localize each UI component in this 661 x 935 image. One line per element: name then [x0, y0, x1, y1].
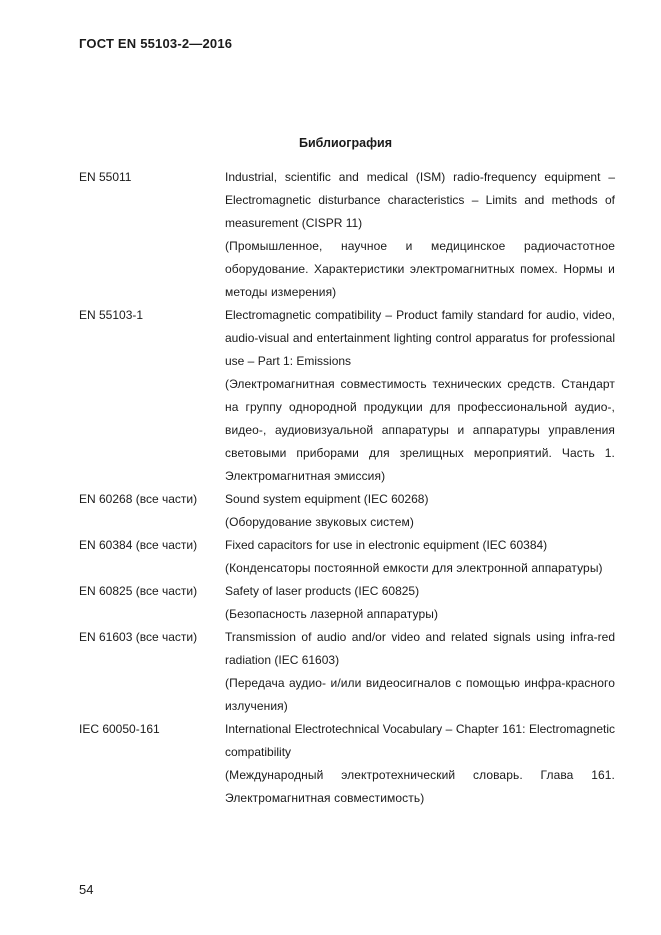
- entry-title-en: Industrial, scientific and medical (ISM) radio-frequency equipment – Electromagnetic disturbance characteristics – Limits and methods of measurement (CISPR 11): [225, 170, 615, 230]
- bibliography-entry: [79, 534, 615, 580]
- entry-title-ru: (Конденсаторы постоянной емкости для электронной аппаратуры): [225, 561, 603, 575]
- entry-reference: EN 55103-1: [79, 308, 144, 322]
- entry-title-en: Electromagnetic compatibility – Product family standard for audio, video, audio-visual and entertainment lighting control apparatus for professional use – Part 1: Emissions: [225, 308, 615, 368]
- entry-reference: EN 60268 (все части): [79, 492, 198, 506]
- entry-title-en: Transmission of audio and/or video and related signals using infra-red radiation (IEC 61603): [225, 630, 615, 667]
- entry-description: [225, 488, 615, 534]
- entry-description: [225, 580, 615, 626]
- entry-title-ru: (Передача аудио- и/или видеосигналов с помощью инфра-красного излучения): [225, 676, 615, 713]
- bibliography-entry: [79, 718, 615, 810]
- entry-title-ru: (Безопасность лазерной аппаратуры): [225, 607, 439, 621]
- page-number: 54: [79, 882, 94, 897]
- entry-description: [225, 304, 615, 488]
- entry-title-ru: (Оборудование звуковых систем): [225, 515, 414, 529]
- bibliography-entry: [79, 626, 615, 718]
- entry-title-ru: (Международный электротехнический словарь. Глава 161. Электромагнитная совместимость): [225, 768, 615, 805]
- entry-reference: EN 61603 (все части): [79, 630, 198, 644]
- bibliography-entry: [79, 580, 615, 626]
- bibliography-title: Библиография: [298, 136, 393, 150]
- entry-title-en: International Electrotechnical Vocabulary – Chapter 161: Electromagnetic compatibility: [225, 722, 615, 759]
- bibliography-entry: [79, 304, 615, 488]
- entry-reference: IEC 60050-161: [79, 722, 160, 736]
- entry-description: [225, 718, 615, 810]
- entry-reference: EN 55011: [79, 170, 132, 184]
- entry-title-en: Sound system equipment (IEC 60268): [225, 492, 429, 506]
- bibliography-entry: [79, 166, 615, 304]
- entry-description: [225, 534, 615, 580]
- entry-description: [225, 626, 615, 718]
- bibliography-list: [79, 166, 615, 810]
- bibliography-entry: [79, 488, 615, 534]
- entry-title-en: Fixed capacitors for use in electronic equipment (IEC 60384): [225, 538, 548, 552]
- entry-title-ru: (Промышленное, научное и медицинское радиочастотное оборудование. Характеристики электромагнитных помех. Нормы и методы измерения): [225, 239, 615, 299]
- entry-title-ru: (Электромагнитная совместимость технических средств. Стандарт на группу однородной продукции для профессиональной аудио-, видео-, аудиовизуальной аппаратуры и аппаратуры управления световыми приборами для зрелищных мероприятий. Часть 1. Электромагнитная эмиссия): [225, 377, 615, 483]
- entry-description: [225, 166, 615, 304]
- entry-title-en: Safety of laser products (IEC 60825): [225, 584, 420, 598]
- entry-reference: EN 60384 (все части): [79, 538, 198, 552]
- document-header: ГОСТ EN 55103-2—2016: [79, 36, 233, 51]
- entry-reference: EN 60825 (все части): [79, 584, 198, 598]
